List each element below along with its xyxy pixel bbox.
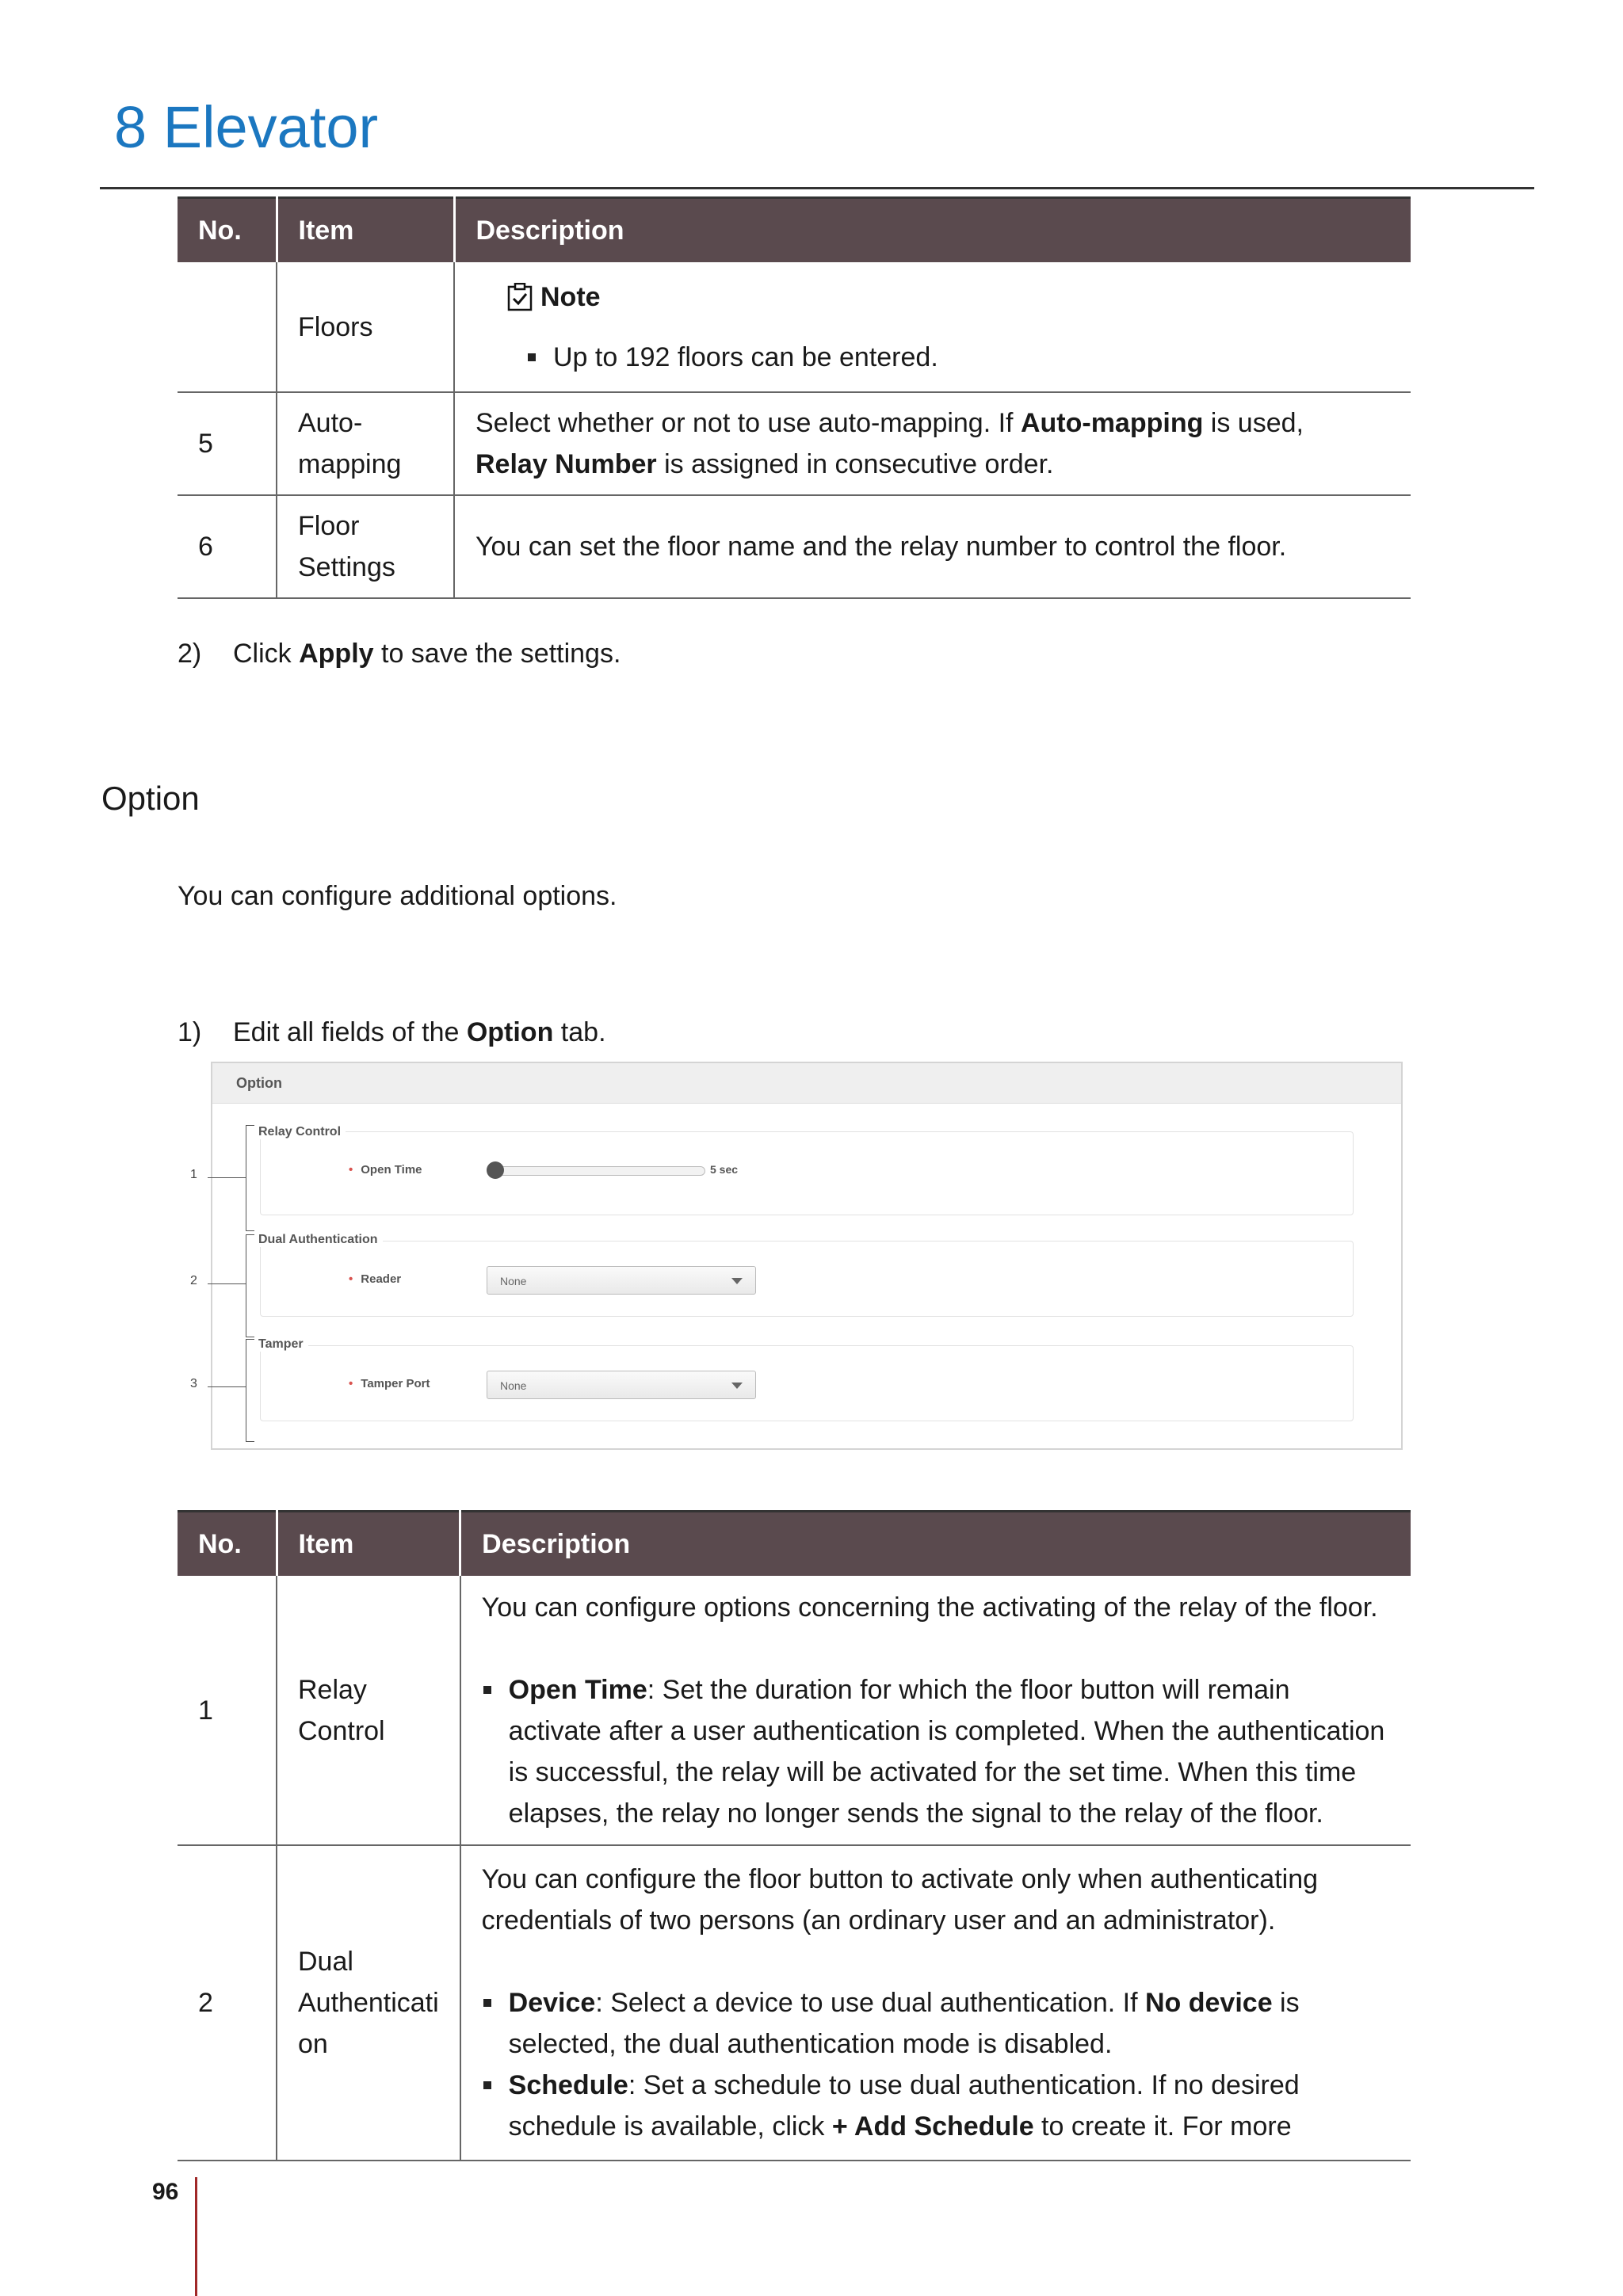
section-intro: You can configure additional options. bbox=[178, 881, 617, 911]
relay-control-title: Relay Control bbox=[254, 1125, 346, 1139]
tamper-port-label: • Tamper Port bbox=[349, 1377, 430, 1390]
row-no bbox=[178, 262, 277, 392]
step-1 bbox=[178, 1017, 606, 1048]
option-tab-header: Option bbox=[212, 1063, 1401, 1104]
desc-text: : Set a schedule to use dual authentication. If no desired schedule is available, click bbox=[508, 2070, 1300, 2142]
list-item bbox=[509, 1982, 1390, 2065]
table-row bbox=[178, 1845, 1411, 2161]
desc-text: is used, bbox=[1203, 408, 1304, 438]
desc-intro: You can configure the floor button to activate only when authenticating credentials of two persons (an ordinary user and an administrator). bbox=[481, 1864, 1319, 1936]
section-title: Option bbox=[101, 780, 200, 817]
callout-bracket bbox=[246, 1339, 254, 1442]
row-no: 2 bbox=[178, 1845, 277, 2161]
callout-number: 3 bbox=[190, 1377, 197, 1390]
step-bold: Option bbox=[466, 1017, 554, 1047]
note-label: Note bbox=[540, 281, 601, 312]
option-table-bottom bbox=[178, 1510, 1411, 2161]
step-number: 2) bbox=[178, 639, 202, 669]
reader-select[interactable] bbox=[487, 1266, 756, 1295]
reader-select-value: None bbox=[500, 1275, 527, 1287]
desc-bold: Auto-mapping bbox=[1020, 408, 1204, 438]
dual-auth-group bbox=[260, 1241, 1354, 1317]
callout-line bbox=[208, 1386, 246, 1387]
relay-control-group bbox=[260, 1131, 1354, 1215]
row-item bbox=[277, 1845, 460, 2161]
col-header-no: No. bbox=[178, 198, 277, 263]
step-text: tab. bbox=[553, 1017, 606, 1047]
option-tab-screenshot bbox=[211, 1062, 1403, 1450]
row-item bbox=[277, 495, 454, 598]
desc-intro: You can configure options concerning the activating of the relay of the floor. bbox=[481, 1592, 1378, 1623]
table-row bbox=[178, 262, 1411, 392]
desc-text: to create it. For more bbox=[1033, 2111, 1292, 2142]
row-no: 1 bbox=[178, 1576, 277, 1845]
callout-bracket bbox=[246, 1234, 254, 1337]
step-bold: Apply bbox=[299, 639, 374, 669]
reader-label: • Reader bbox=[349, 1272, 401, 1286]
desc-bold: Relay Number bbox=[475, 449, 657, 479]
tamper-title: Tamper bbox=[254, 1337, 308, 1352]
chapter-title: 8 Elevator bbox=[114, 94, 379, 160]
page-number: 96 bbox=[152, 2179, 179, 2205]
row-item: Floors bbox=[277, 262, 454, 392]
row-no: 6 bbox=[178, 495, 277, 598]
col-header-item: Item bbox=[277, 1512, 460, 1577]
row-description bbox=[454, 392, 1411, 495]
row-description bbox=[460, 1576, 1411, 1845]
table-row bbox=[178, 392, 1411, 495]
row-item bbox=[277, 392, 454, 495]
row-item-line: Floor bbox=[298, 511, 360, 541]
step-text: Edit all fields of the bbox=[233, 1017, 467, 1047]
chevron-down-icon bbox=[731, 1278, 743, 1284]
desc-text: is selected, the dual authentication mode is disabled. bbox=[508, 1988, 1300, 2059]
row-description bbox=[460, 1845, 1411, 2161]
step-text: to save the settings. bbox=[373, 639, 621, 669]
col-header-no: No. bbox=[178, 1512, 277, 1577]
note-clipboard-icon bbox=[507, 283, 533, 311]
callout-line bbox=[208, 1283, 246, 1284]
tamper-port-select[interactable] bbox=[487, 1371, 756, 1399]
col-header-description: Description bbox=[460, 1512, 1411, 1577]
row-item-line: Control bbox=[298, 1715, 385, 1746]
desc-bold: Schedule bbox=[508, 2070, 628, 2100]
row-item bbox=[277, 1576, 460, 1845]
note-heading bbox=[507, 277, 1390, 318]
callout-number: 2 bbox=[190, 1274, 197, 1287]
desc-text: : Set the duration for which the floor button will remain activate after a user authentication is completed. When the authentication is successful, the relay will be activated for the set time. When this time elapses, the relay no longer sends the signal to the relay of the floor. bbox=[508, 1674, 1385, 1829]
list-item bbox=[509, 1669, 1390, 1834]
dual-auth-title: Dual Authentication bbox=[254, 1233, 383, 1247]
desc-bold: Open Time bbox=[508, 1674, 647, 1705]
step-number: 1) bbox=[178, 1017, 202, 1047]
row-item-line: mapping bbox=[298, 449, 402, 479]
callout-line bbox=[208, 1177, 246, 1178]
row-item-line: Auto- bbox=[298, 408, 363, 438]
title-rule bbox=[100, 187, 1534, 189]
desc-bold: No device bbox=[1144, 1988, 1273, 2018]
open-time-slider[interactable] bbox=[490, 1166, 705, 1176]
open-time-value: 5 sec bbox=[710, 1163, 739, 1176]
row-item-line: on bbox=[298, 2029, 328, 2059]
callout-bracket bbox=[246, 1125, 254, 1231]
desc-bold: Device bbox=[508, 1988, 596, 2018]
row-no: 5 bbox=[178, 392, 277, 495]
desc-text: : Select a device to use dual authentication. If bbox=[595, 1988, 1145, 2018]
row-description bbox=[454, 262, 1411, 392]
desc-text: is assigned in consecutive order. bbox=[656, 449, 1054, 479]
callout-number: 1 bbox=[190, 1168, 197, 1181]
step-text: Click bbox=[233, 639, 300, 669]
list-item bbox=[509, 2065, 1390, 2147]
open-time-label: • Open Time bbox=[349, 1163, 422, 1177]
desc-bold: + Add Schedule bbox=[831, 2111, 1034, 2142]
col-header-description: Description bbox=[454, 198, 1411, 263]
row-item-line: Relay bbox=[298, 1674, 367, 1705]
table-row bbox=[178, 495, 1411, 598]
chevron-down-icon bbox=[731, 1383, 743, 1389]
row-item-line: Dual bbox=[298, 1947, 353, 1977]
row-item-line: Settings bbox=[298, 552, 395, 582]
row-description: You can set the floor name and the relay number to control the floor. bbox=[454, 495, 1411, 598]
table-row bbox=[178, 1576, 1411, 1845]
settings-table-top bbox=[178, 196, 1411, 599]
list-item: Up to 192 floors can be entered. bbox=[553, 337, 1390, 378]
step-2 bbox=[178, 639, 621, 669]
slider-handle[interactable] bbox=[487, 1161, 504, 1179]
page-number-bar bbox=[195, 2177, 197, 2296]
row-item-line: Authenticati bbox=[298, 1988, 439, 2018]
tamper-port-select-value: None bbox=[500, 1379, 527, 1392]
col-header-item: Item bbox=[277, 198, 454, 263]
desc-text: Select whether or not to use auto-mapping. If bbox=[475, 408, 1021, 438]
